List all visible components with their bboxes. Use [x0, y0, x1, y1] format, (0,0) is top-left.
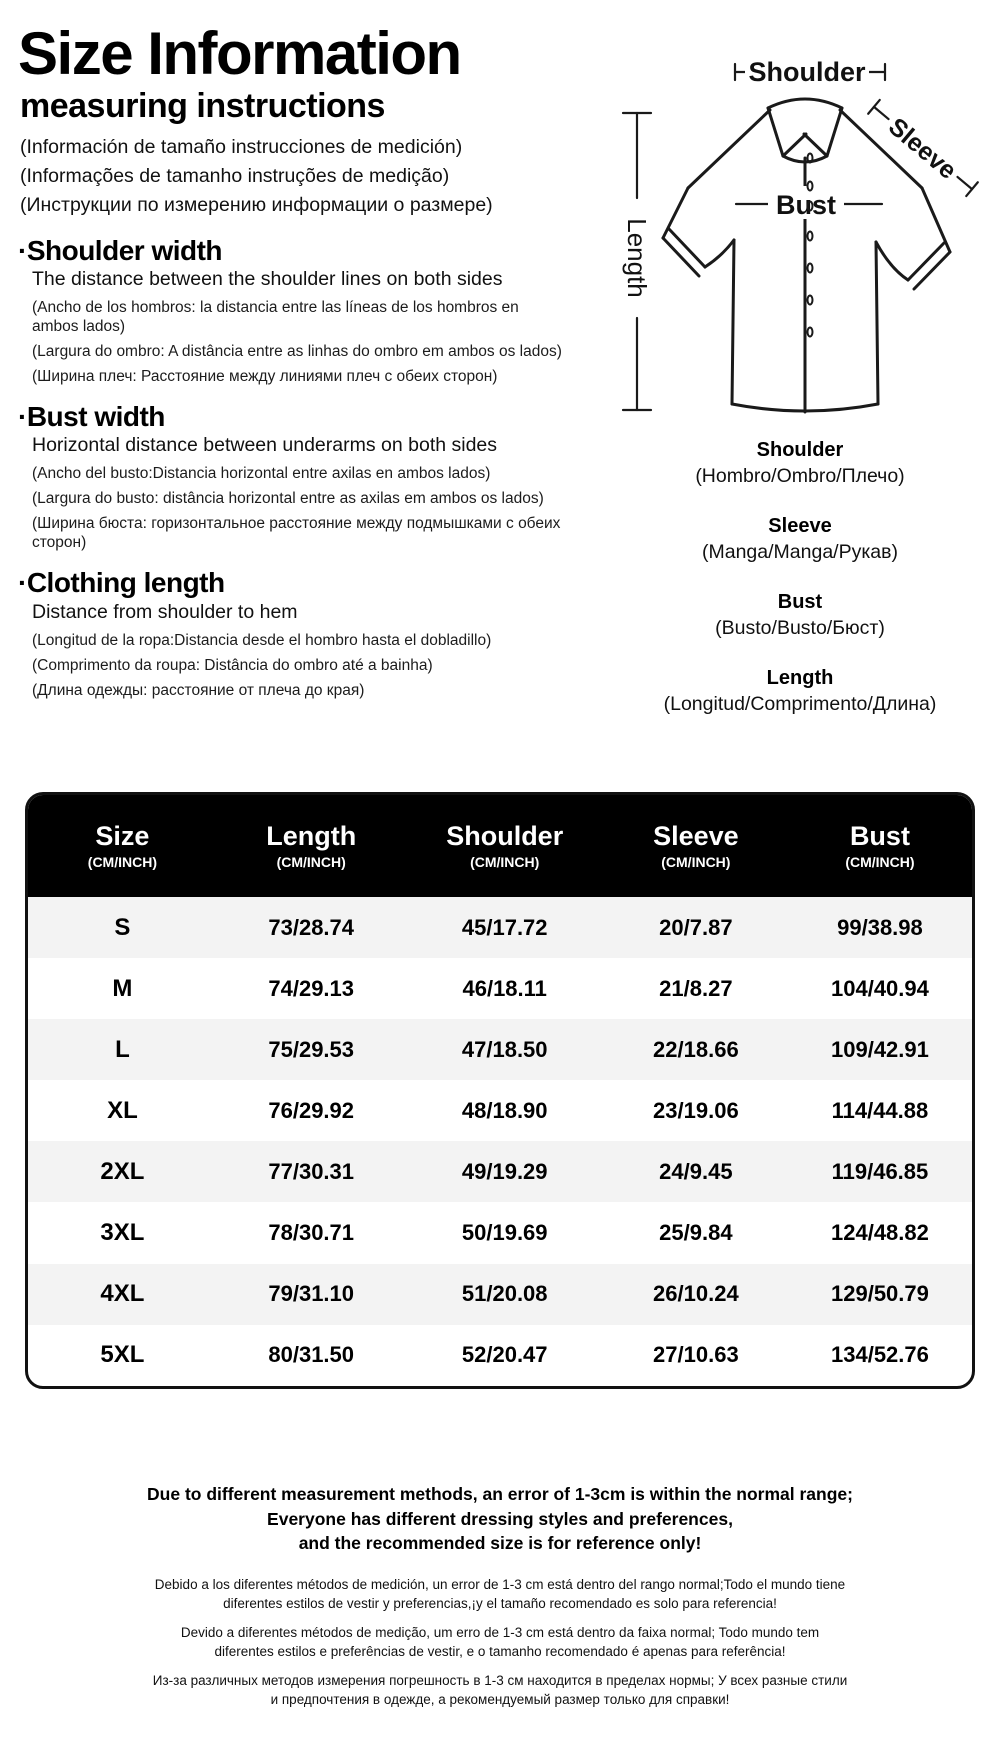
- legend-term: Length: [766, 667, 834, 689]
- section-note-ru: (Ширина бюста: горизонтальное расстояние между подмышками с обеих сторон): [32, 515, 561, 552]
- column-header-size: Size (CM/INCH): [87, 820, 157, 870]
- column-header-length: Length (CM/INCH): [266, 820, 357, 870]
- shirt-buttons: [808, 154, 813, 337]
- table-row-4xl: 4XL 79/31.10 51/20.08 26/10.24 129/50.79: [28, 1264, 972, 1325]
- disclaimer-line-3: and the recommended size is for reference only!: [298, 1533, 702, 1553]
- table-row-l: L 75/29.53 47/18.50 22/18.66 109/42.91: [28, 1019, 972, 1080]
- column-header-bust: Bust (CM/INCH): [845, 820, 915, 870]
- legend-translation: (Manga/Manga/Рукав): [702, 541, 898, 563]
- table-row-m: M 74/29.13 46/18.11 21/8.27 104/40.94: [112, 974, 929, 1002]
- disclaimer-ru: Из-за различных методов измерения погрешность в 1-3 см находится в пределах нормы; У всех разные стили и предпочтения в одежде, а рекомендуемый размер только для справки!: [152, 1673, 848, 1707]
- section-shoulder-width: [18, 236, 565, 386]
- column-header-shoulder: Shoulder (CM/INCH): [446, 820, 564, 870]
- subtitle-translation-pt: (Informações de tamanho instruções de medição): [20, 164, 450, 187]
- legend-translation: (Longitud/Comprimento/Длина): [663, 693, 937, 715]
- disclaimer-es: Debido a los diferentes métodos de medición, un error de 1-3 cm está dentro del rango normal;Todo el mundo tiene diferentes estilos de vestir y preferencias,¡y el tamaño recomendado es solo para referencia!: [154, 1577, 846, 1611]
- disclaimer-bold: [0, 1482, 1000, 1556]
- legend-term: Sleeve: [768, 515, 832, 537]
- shirt-collar: [768, 99, 842, 162]
- column-header-sleeve: Sleeve (CM/INCH): [653, 820, 739, 870]
- legend-item-length: [600, 666, 1000, 717]
- section-clothing-length: [18, 568, 565, 699]
- page-title: Size Information: [18, 20, 461, 87]
- section-title: ·Clothing length: [18, 567, 225, 599]
- sleeve-dim-label: Sleeve: [883, 112, 962, 185]
- section-note-pt: (Largura do ombro: A distância entre as linhas do ombro em ambos os lados): [32, 343, 562, 361]
- table-body: [28, 897, 972, 1386]
- table-row-xl: XL 76/29.92 48/18.90 23/19.06 114/44.88: [107, 1096, 929, 1124]
- subtitle-translation-ru: (Инструкции по измерению информации о размере): [20, 193, 493, 216]
- disclaimer-translations: [0, 1576, 1000, 1720]
- table-header-row: [28, 795, 972, 897]
- section-description: Distance from shoulder to hem: [32, 600, 298, 623]
- size-table: [25, 792, 975, 1389]
- legend-item-bust: [600, 590, 1000, 641]
- legend-term: Shoulder: [756, 439, 844, 461]
- legend-translation: (Hombro/Ombro/Плечо): [695, 465, 905, 487]
- section-note-ru: (Ширина плеч: Расстояние между линиями плеч с обеих сторон): [32, 368, 498, 386]
- disclaimer-line-1: Due to different measurement methods, an error of 1-3cm is within the normal range;: [147, 1484, 853, 1504]
- disclaimer-line-2: Everyone has different dressing styles and preferences,: [267, 1508, 733, 1529]
- section-note-es: (Longitud de la ropa:Distancia desde el hombro hasta el dobladillo): [32, 631, 492, 649]
- legend-translation: (Busto/Busto/Бюст): [715, 617, 885, 639]
- table-row-s: S 73/28.74 45/17.72 20/7.87 99/38.98: [28, 897, 972, 958]
- page-subtitle: measuring instructions: [20, 87, 385, 125]
- section-description: The distance between the shoulder lines on both sides: [32, 268, 503, 291]
- table-row-3xl: 3XL 78/30.71 50/19.69 25/9.84 124/48.82: [100, 1219, 929, 1247]
- section-title: ·Bust width: [18, 401, 165, 433]
- subtitle-translation-es: (Información de tamaño instrucciones de medición): [20, 135, 463, 158]
- legend-term: Bust: [777, 591, 823, 613]
- table-row-2xl: 2XL 77/30.31 49/19.29 24/9.45 119/46.85: [28, 1141, 972, 1202]
- measuring-instructions-panel: [18, 20, 565, 700]
- section-note-es: (Ancho del busto:Distancia horizontal entre axilas en ambos lados): [32, 465, 491, 483]
- legend-item-shoulder: [600, 438, 1000, 489]
- shoulder-dim-label: Shoulder: [748, 57, 866, 87]
- bust-dim-label: Bust: [776, 190, 836, 220]
- measurement-legend: [600, 438, 1000, 742]
- subtitle-translations: [20, 133, 565, 220]
- section-note-pt: (Comprimento da roupa: Distância do ombro até a bainha): [32, 656, 433, 674]
- shirt-diagram: [560, 28, 1000, 443]
- section-bust-width: [18, 402, 565, 552]
- section-note-es: (Ancho de los hombros: la distancia entre las líneas de los hombros en ambos lados): [32, 299, 519, 336]
- disclaimer-pt: Devido a diferentes métodos de medição, um erro de 1-3 cm está dentro da faixa normal; Todo mundo tem diferentes estilos e preferências de vestir, e o tamanho recomendado é apenas para referência!: [180, 1625, 820, 1659]
- length-dim-label: Length: [622, 218, 652, 298]
- section-note-ru: (Длина одежды: расстояние от плеча до края): [32, 681, 365, 699]
- section-note-pt: (Largura do busto: distância horizontal entre as axilas em ambos os lados): [32, 490, 544, 508]
- section-title: ·Shoulder width: [18, 234, 223, 266]
- legend-item-sleeve: [600, 514, 1000, 565]
- section-description: Horizontal distance between underarms on both sides: [32, 434, 498, 457]
- table-row-5xl: 5XL 80/31.50 52/20.47 27/10.63 134/52.76: [100, 1341, 929, 1369]
- shirt-body: [663, 110, 950, 412]
